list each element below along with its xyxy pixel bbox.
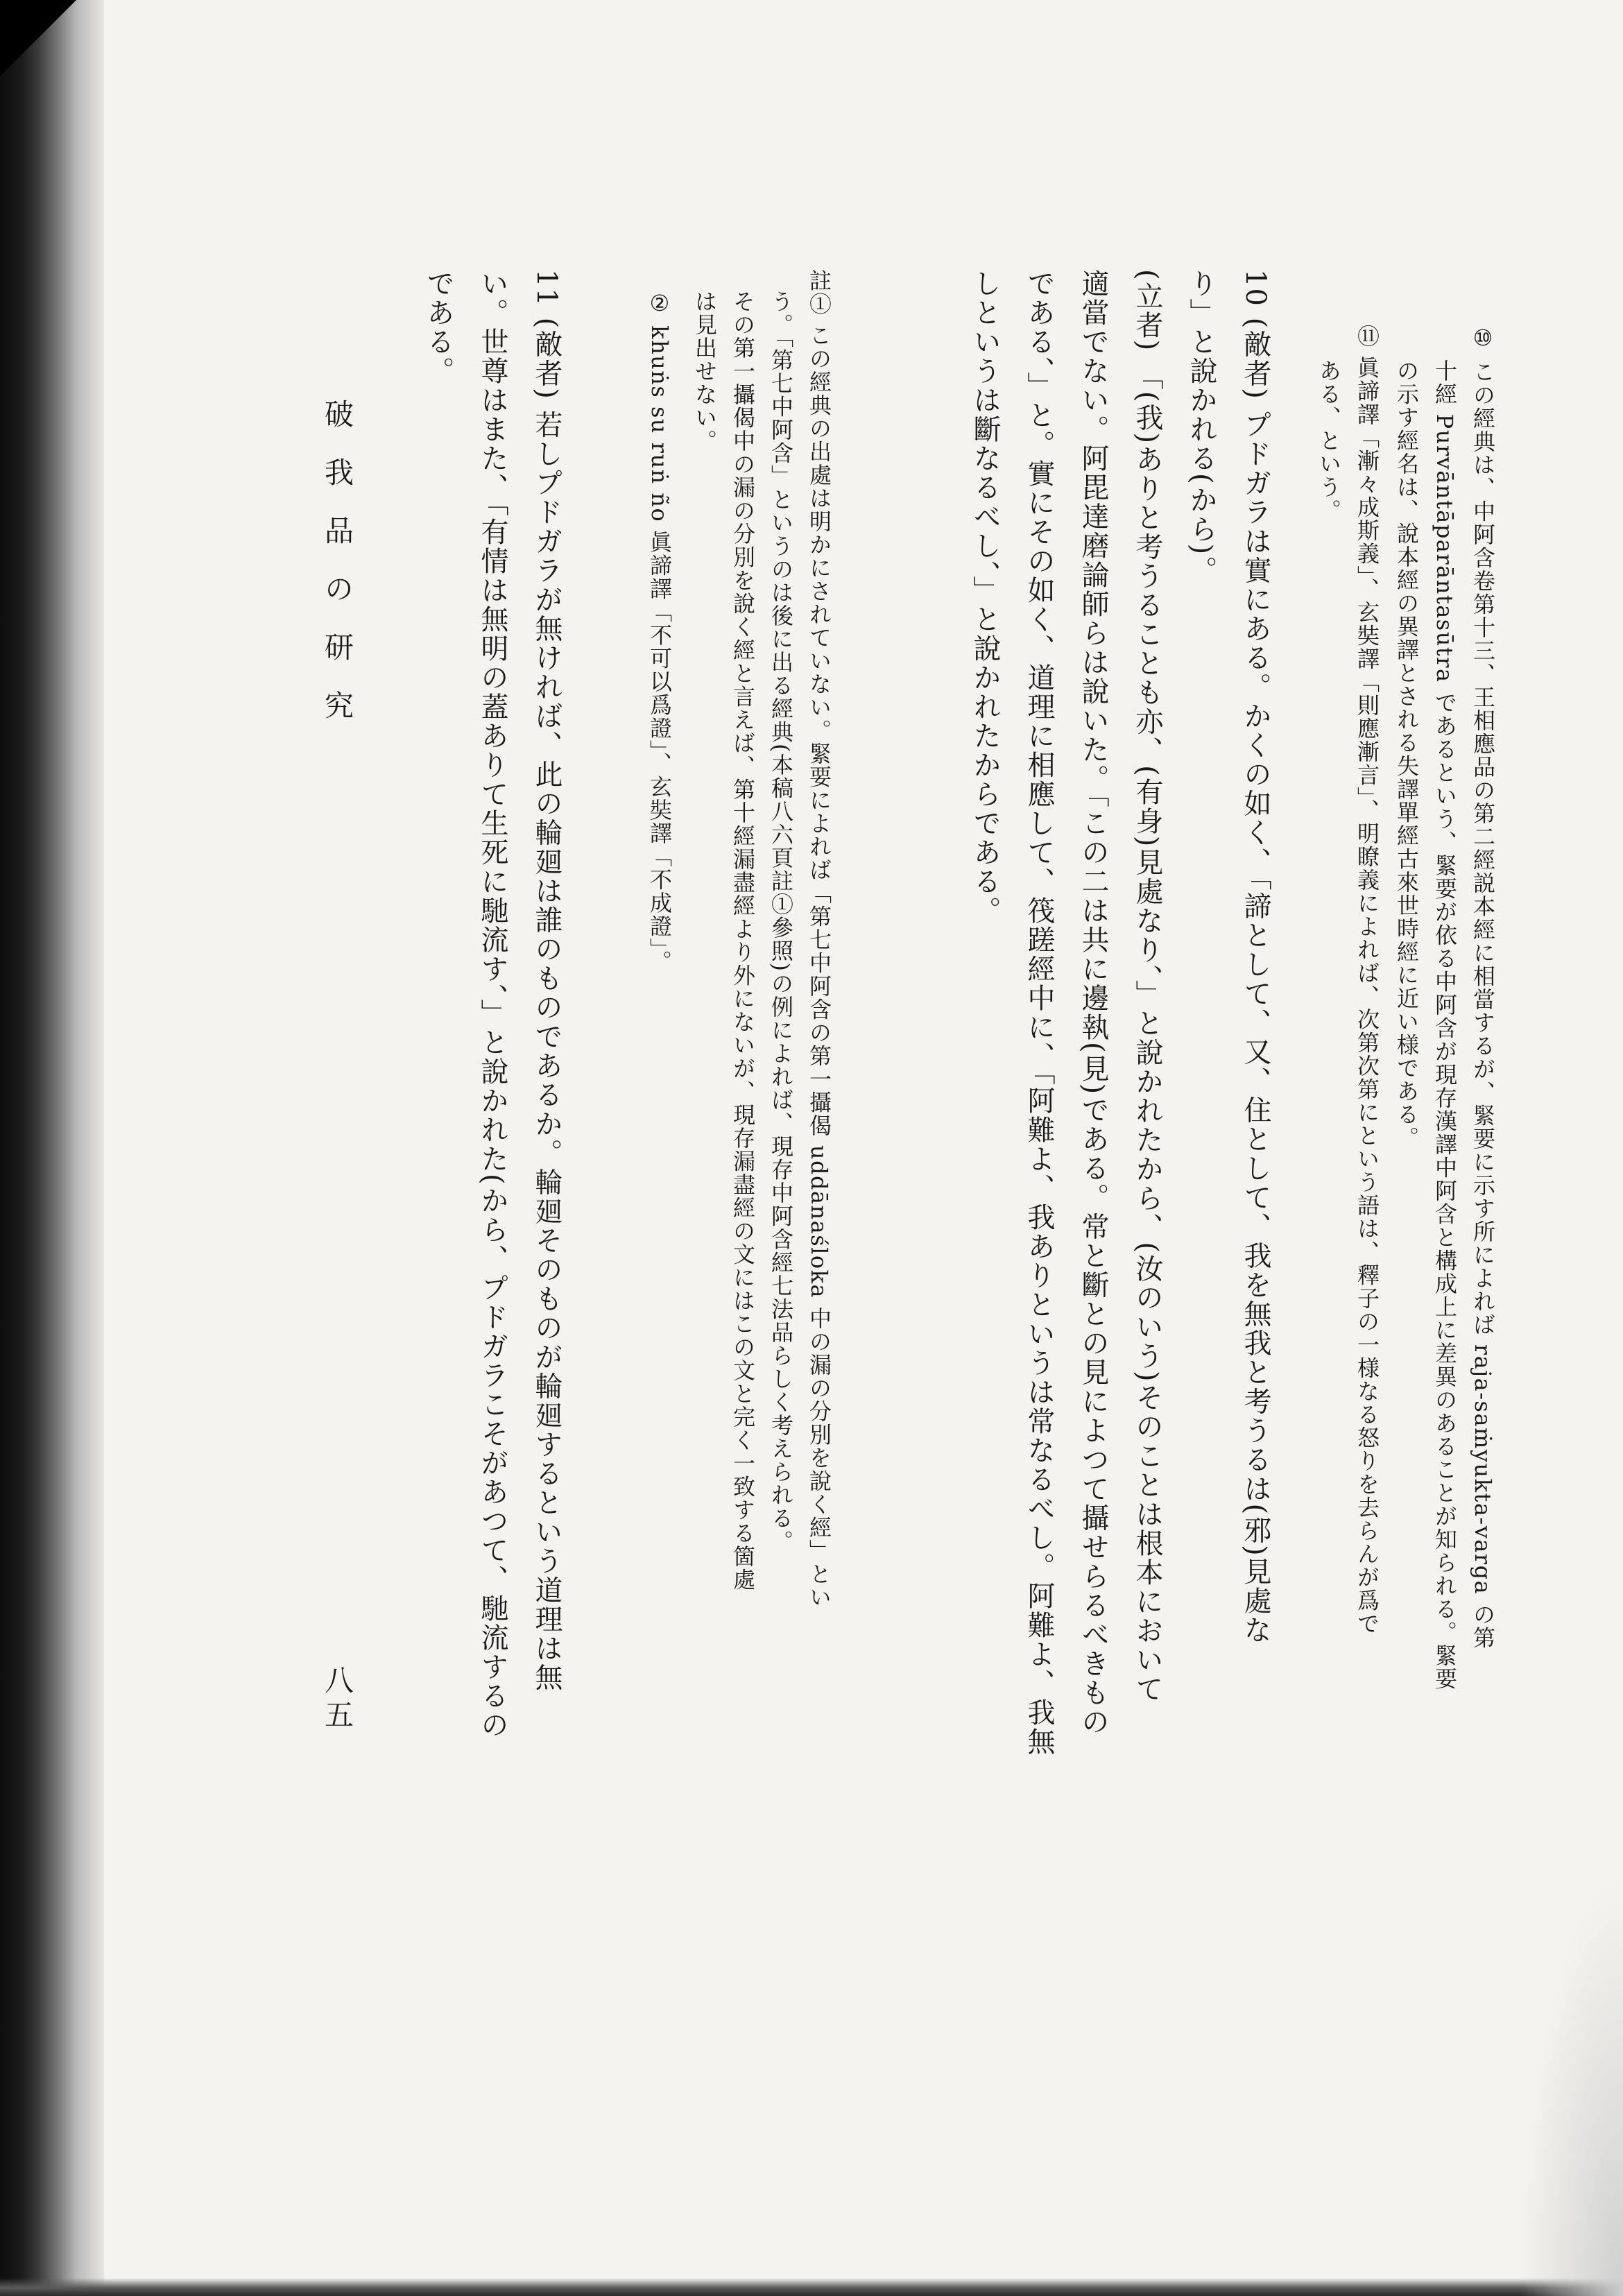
section-10-line-3: (立者) 「(我)ありと考うることも亦、(有身)見處なり、」と說かれたから、(汝のいう)そのことは根本において [1131,269,1163,1704]
note-10-line-3: の示す經名は、說本經の異譯とされる失譯單經古來世時經に近い様である。 [1393,359,1420,1149]
note-1-line-2: う。「第七中阿含」というのは後に出る經典(本稿八六頁註①參照)の例によれば、現存中阿含經七法品らしく考えられる。 [768,290,794,1553]
note-1-line-1: 註① この經典の出處は明かにされていない。緊要によれば「第七中阿含の第一攝偈 uddānaśloka 中の漏の分別を說く經」とい [806,269,832,1609]
section-11-line-2: い。世尊はまた、「有情は無明の蓋ありて生死に馳流す、」と說かれた(から、プドガラこそがあつて、馳流するの [476,269,508,1740]
note-10-line-1: ⑩ この經典は、中阿含卷第十三、王相應品の第二經説本經に相當するが、緊要に示す所によれば raja-saṁyukta-varga の第 [1470,325,1496,1650]
section-10-line-2: り」と說かれる(から)。 [1185,269,1217,585]
scan-shadow-left [0,0,104,2296]
scan-shadow-bottom [0,2278,1623,2296]
section-11-line-1: 11 (敵者) 若しプドガラが無ければ、此の輪廻は誰のものであるか。輪廻そのものが輪廻するという道理は無 [531,269,563,1693]
scan-corner-mark [0,0,76,76]
section-11-line-3: である。 [422,269,454,386]
note-10-line-2: 十經 Purvāntāparāntasūtra であるという、緊要が依る中阿含が現存漢譯中阿含と構成上に差異のあることが知られる。緊要 [1432,359,1458,1690]
section-10-line-1: 10 (敵者) プドガラは實にある。かくの如く、「諦として、又、住として、我を無我と考うるは(邪)見處な [1239,269,1271,1645]
section-10-line-5: である、」と。實にその如く、道理に相應して、筏蹉經中に、「阿難よ、我ありというは常なるべし。阿難よ、我無 [1023,269,1055,1756]
section-10-line-6: しというは斷なるべし、」と說かれたからである。 [969,269,1001,925]
note-1-line-3: その第一攝偈中の漏の分別を說く經と言えば、第十經漏盡經より外にないが、現存漏盡經の文にはこの文と完く一致する箇處 [730,290,756,1591]
note-2-line: ② khuṅs su ruṅ ño 眞諦譯「不可以爲證」、玄奘譯「不成證」。 [646,290,673,973]
page-number: 八五 [320,1665,354,1734]
section-10-line-4: 適當でない。阿毘達磨論師らは說いた。「この二は共に邊執(見)である。常と斷との見によつて攝せらるべきもの [1077,269,1109,1737]
scan-shadow-right [1519,1873,1623,2296]
note-11-line-2: ある、という。 [1316,359,1342,522]
note-11-line-1: ⑪ 眞諦譯「漸々成斯義」、玄奘譯「則應漸言」、明瞭義によれば、次第次第にという語は、釋子の一様なる怒りを去らんが爲で [1354,325,1380,1636]
running-title: 破我品の研究 [320,399,354,748]
note-1-line-4: は見出せない。 [692,290,718,453]
